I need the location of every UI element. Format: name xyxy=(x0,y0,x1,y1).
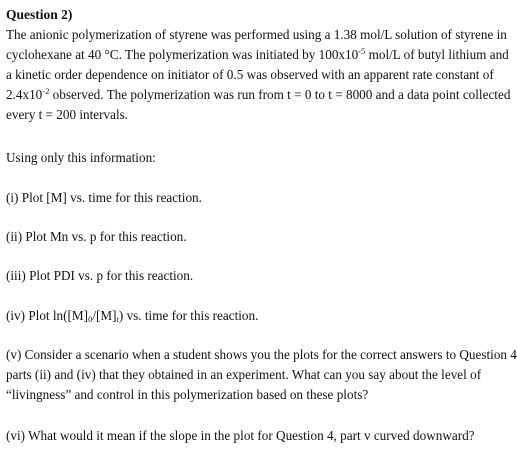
part-ii: (ii) Plot Mn vs. p for this reaction. xyxy=(6,229,187,244)
intro-line-1: The anionic polymerization of styrene was performed using a 1.38 mol/L solution of styrene in xyxy=(6,27,507,42)
intro-line-4-text-b: observed. The polymerization was run from t = 0 to t = 8000 and a data point collected xyxy=(49,87,511,102)
intro-line-2 xyxy=(6,45,510,65)
part-iii: (iii) Plot PDI vs. p for this reaction. xyxy=(6,268,194,283)
exponent-rate-constant: -2 xyxy=(42,86,50,96)
exponent-initiator: -5 xyxy=(358,46,366,56)
intro-line-2-text-a: cyclohexane at 40 °C. The polymerization was initiated by 100x10 xyxy=(6,47,359,62)
part-v-line-1: (v) Consider a scenario when a student shows you the plots for the correct answers to Question 4 xyxy=(6,347,517,362)
part-v-line-3: “livingness” and control in this polymerization based on these plots? xyxy=(6,387,369,402)
intro-line-4-text-a: 2.4x10 xyxy=(6,87,43,102)
intro-line-3: a kinetic order dependence on initiator of 0.5 was observed with an apparent rate constant of xyxy=(6,67,494,82)
part-iv-text-c: ) vs. time for this reaction. xyxy=(118,308,259,323)
part-i: (i) Plot [M] vs. time for this reaction. xyxy=(6,190,202,205)
part-v-line-2: parts (ii) and (iv) that they obtained in an experiment. What can you say about the level of xyxy=(6,367,482,382)
part-iv-text-a: (iv) Plot ln([M] xyxy=(6,308,89,323)
part-vi: (vi) What would it mean if the slope in the plot for Question 4, part v curved downward? xyxy=(6,428,475,443)
intro-line-4 xyxy=(6,85,510,105)
part-v xyxy=(6,345,517,405)
intro-line-2-text-b: mol/L of butyl lithium and xyxy=(365,47,509,62)
intro-line-5: every t = 200 intervals. xyxy=(6,107,129,122)
intro-paragraph xyxy=(6,25,510,125)
part-iv xyxy=(6,306,258,326)
using-info-text: Using only this information: xyxy=(6,150,156,165)
subscript-t: t xyxy=(116,314,119,324)
subscript-zero: 0 xyxy=(88,314,93,324)
question-title: Question 2) xyxy=(6,7,73,22)
part-iv-text-b: /[M] xyxy=(92,308,117,323)
